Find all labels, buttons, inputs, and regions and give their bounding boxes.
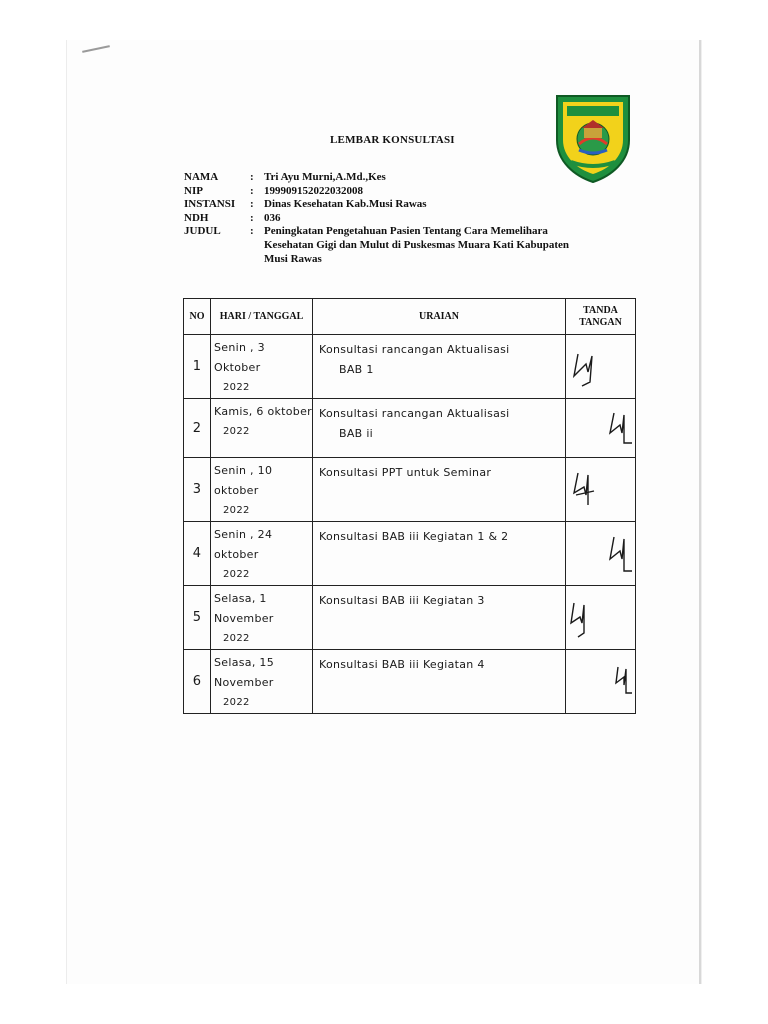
field-value: Peningkatan Pengetahuan Pasien Tentang Cara Memelihara Kesehatan Gigi dan Mulut di Puskesmas Muara Kati Kabupaten Musi Rawas — [264, 225, 569, 265]
table-row — [184, 399, 636, 458]
date-day: Senin , 3 Oktober — [214, 341, 265, 374]
row-description — [313, 335, 566, 399]
date-year: 2022 — [223, 382, 250, 393]
table-row — [184, 522, 636, 586]
signature-mark-icon — [566, 657, 636, 707]
date-year: 2022 — [223, 505, 250, 516]
field-instansi — [184, 198, 584, 212]
field-label: NIP — [184, 184, 203, 197]
signature-mark-icon — [566, 403, 636, 453]
description-line: Konsultasi BAB iii Kegiatan 1 & 2 — [319, 530, 509, 543]
row-description — [313, 399, 566, 458]
field-nama — [184, 171, 584, 185]
description-line: BAB 1 — [339, 363, 374, 376]
row-number: 4 — [184, 522, 211, 586]
field-ndh — [184, 212, 584, 226]
row-description — [313, 458, 566, 522]
date-day: Senin , 10 oktober — [214, 464, 273, 497]
description-line: Konsultasi BAB iii Kegiatan 3 — [319, 594, 485, 607]
row-date — [211, 458, 313, 522]
date-year: 2022 — [223, 569, 250, 580]
field-label: JUDUL — [184, 225, 221, 238]
field-label: NDH — [184, 211, 209, 224]
signature-mark-icon — [566, 529, 636, 579]
header-description: URAIAN — [313, 299, 566, 335]
consultation-table — [183, 298, 636, 714]
row-description — [313, 522, 566, 586]
row-signature — [566, 335, 636, 399]
row-signature — [566, 458, 636, 522]
table-header-row — [184, 299, 636, 335]
signature-mark-icon — [566, 342, 636, 392]
date-day: Senin , 24 oktober — [214, 528, 273, 561]
row-number: 1 — [184, 335, 211, 399]
row-description — [313, 650, 566, 714]
field-value: Tri Ayu Murni,A.Md.,Kes — [264, 171, 386, 183]
date-day: Selasa, 15 November — [214, 656, 275, 689]
row-number: 6 — [184, 650, 211, 714]
header-no: NO — [184, 299, 211, 335]
table-row — [184, 650, 636, 714]
header-date: HARI / TANGGAL — [211, 299, 313, 335]
signature-mark-icon — [566, 593, 636, 643]
field-label: NAMA — [184, 171, 219, 183]
row-number: 5 — [184, 586, 211, 650]
field-colon: : — [250, 184, 254, 197]
table-row — [184, 586, 636, 650]
field-label: INSTANSI — [184, 198, 236, 211]
description-line: BAB ii — [339, 427, 374, 440]
date-day: Kamis, 6 oktober — [214, 405, 312, 418]
description-line: Konsultasi BAB iii Kegiatan 4 — [319, 658, 485, 671]
table-row — [184, 458, 636, 522]
row-signature — [566, 522, 636, 586]
row-number: 2 — [184, 399, 211, 458]
table-row — [184, 335, 636, 399]
row-date — [211, 650, 313, 714]
description-line: Konsultasi PPT untuk Seminar — [319, 466, 492, 479]
field-colon: : — [250, 225, 254, 238]
field-value: 199909152022032008 — [264, 184, 363, 197]
row-signature — [566, 650, 636, 714]
row-date — [211, 335, 313, 399]
field-nip — [184, 185, 584, 199]
date-day: Selasa, 1 November — [214, 592, 274, 625]
signature-mark-icon — [566, 465, 636, 515]
field-colon: : — [250, 171, 254, 183]
date-year: 2022 — [223, 633, 250, 644]
row-date — [211, 399, 313, 458]
row-signature — [566, 586, 636, 650]
field-value: 036 — [264, 211, 281, 224]
header-signature: TANDA TANGAN — [566, 299, 636, 335]
document-title: LEMBAR KONSULTASI — [330, 134, 455, 146]
row-signature — [566, 399, 636, 458]
date-year: 2022 — [223, 697, 250, 708]
field-value: Dinas Kesehatan Kab.Musi Rawas — [264, 198, 427, 211]
description-line: Konsultasi rancangan Aktualisasi — [319, 407, 510, 420]
row-number: 3 — [184, 458, 211, 522]
date-year: 2022 — [223, 426, 250, 437]
field-colon: : — [250, 198, 254, 211]
identity-block — [184, 171, 584, 266]
field-colon: : — [250, 211, 254, 224]
row-date — [211, 522, 313, 586]
row-date — [211, 586, 313, 650]
description-line: Konsultasi rancangan Aktualisasi — [319, 343, 510, 356]
field-judul — [184, 225, 584, 266]
row-description — [313, 586, 566, 650]
